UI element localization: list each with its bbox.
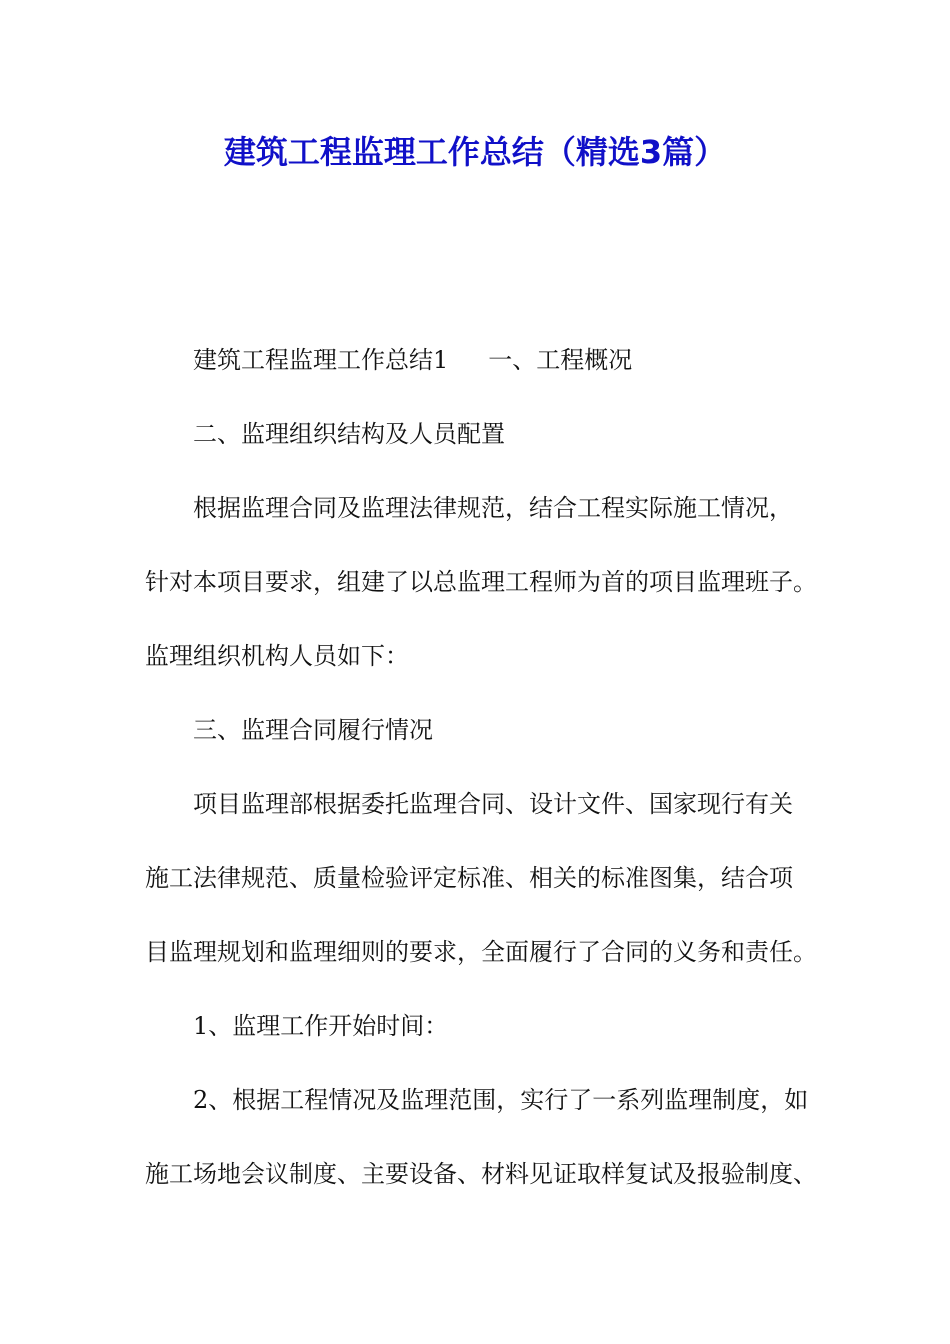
line-text: 施工场地会议制度、主要设备、材料见证取样复试及报验制度、 xyxy=(145,1160,817,1188)
paragraph-line xyxy=(145,486,815,560)
line-text: 监理组织机构人员如下： xyxy=(145,642,409,670)
line-text: 建筑工程监理工作总结1 xyxy=(193,346,449,374)
paragraph-line xyxy=(145,1004,815,1078)
paragraph-line xyxy=(145,1152,815,1226)
paragraph-line xyxy=(145,338,815,412)
paragraph-line xyxy=(145,1078,815,1152)
document-title: 建筑工程监理工作总结（精选3篇） xyxy=(223,133,727,171)
paragraph-line xyxy=(145,782,815,856)
line-text: 目监理规划和监理细则的要求，全面履行了合同的义务和责任。 xyxy=(145,938,817,966)
line-text: 1、监理工作开始时间： xyxy=(193,1012,449,1040)
line-text: 施工法律规范、质量检验评定标准、相关的标准图集，结合项 xyxy=(145,864,793,892)
section-heading: 三、监理合同履行情况 xyxy=(193,716,433,744)
paragraph-line xyxy=(145,412,815,486)
paragraph-line xyxy=(145,856,815,930)
paragraph-line xyxy=(145,560,815,634)
line-text: 2、根据工程情况及监理范围，实行了一系列监理制度，如 xyxy=(193,1086,809,1114)
line-text: 根据监理合同及监理法律规范，结合工程实际施工情况， xyxy=(193,494,793,522)
document-body xyxy=(145,338,815,1226)
paragraph-line xyxy=(145,708,815,782)
line-text: 项目监理部根据委托监理合同、设计文件、国家现行有关 xyxy=(193,790,793,818)
section-heading: 二、监理组织结构及人员配置 xyxy=(193,420,505,448)
paragraph-line xyxy=(145,634,815,708)
section-heading: 一、工程概况 xyxy=(488,346,633,374)
line-text: 针对本项目要求，组建了以总监理工程师为首的项目监理班子。 xyxy=(145,568,817,596)
paragraph-line xyxy=(145,930,815,1004)
